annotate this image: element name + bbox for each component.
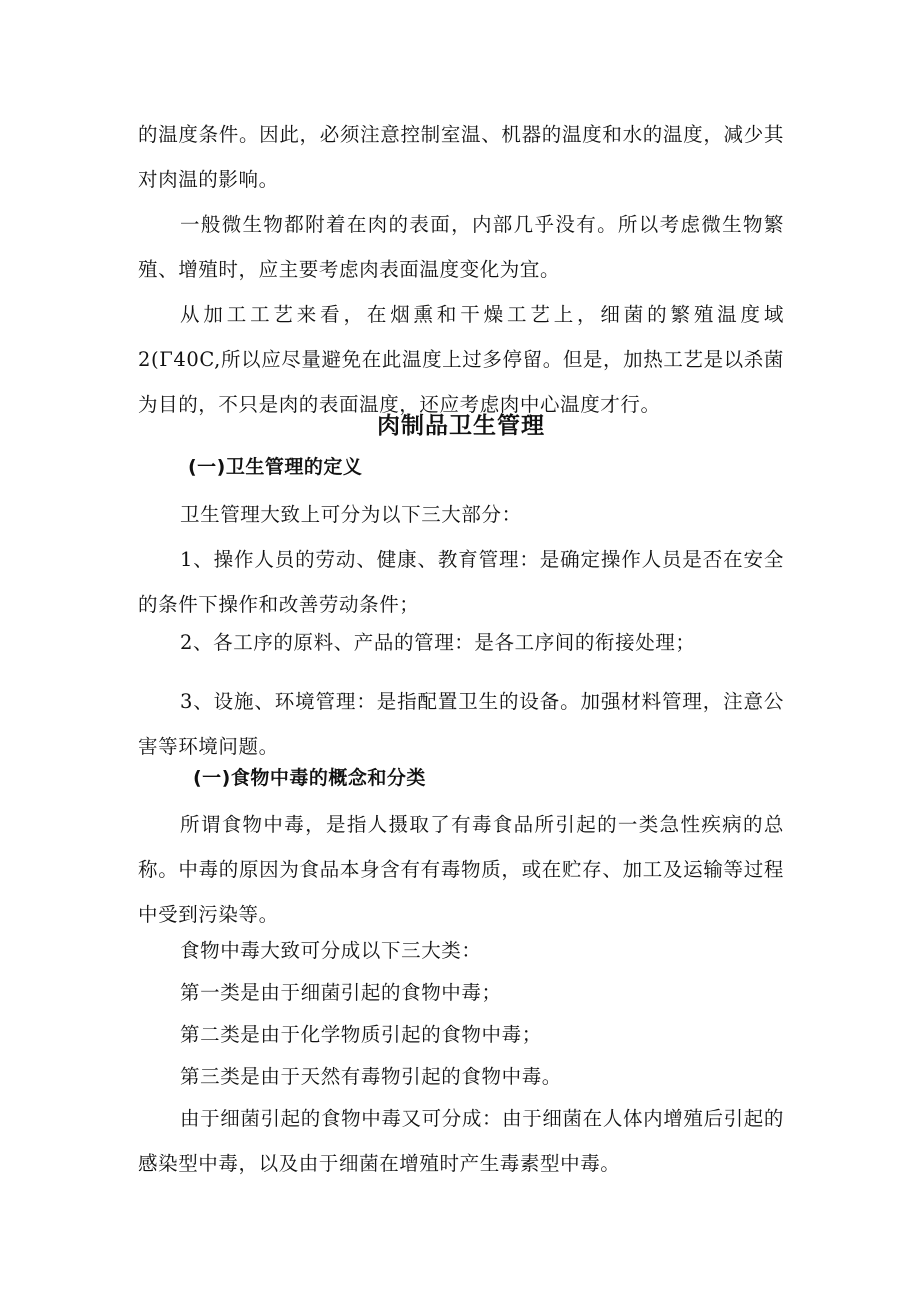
paragraph-microbes-surface: 一般微生物都附着在肉的表面，内部几乎没有。所以考虑微生物繁殖、增殖时，应主要考虑肉表面温度变化为宜。	[138, 213, 784, 281]
list-item-type-3: 第三类是由于天然有毒物引起的食物中毒。	[180, 1065, 562, 1088]
paragraph-hygiene-intro: 卫生管理大致上可分为以下三大部分：	[180, 503, 522, 526]
list-item-type-2: 第二类是由于化学物质引起的食物中毒；	[180, 1023, 542, 1046]
paragraph-temperature-conditions: 的温度条件。因此，必须注意控制室温、机器的温度和水的温度，减少其对肉温的影响。	[138, 123, 784, 191]
list-item-hygiene-3: 3、设施、环境管理：是指配置卫生的设备。加强材料管理，注意公害等环境问题。	[138, 690, 784, 758]
paragraph-food-poisoning-intro: 食物中毒大致可分成以下三大类：	[180, 939, 482, 962]
page-title: 肉制品卫生管理	[377, 413, 545, 439]
list-item-hygiene-2: 2、各工序的原料、产品的管理：是各工序间的衔接处理；	[180, 631, 696, 654]
list-item-hygiene-1: 1、操作人员的劳动、健康、教育管理：是确定操作人员是否在安全的条件下操作和改善劳动条件；	[138, 548, 784, 616]
paragraph-bacterial-poisoning: 由于细菌引起的食物中毒又可分成：由于细菌在人体内增殖后引起的感染型中毒，以及由于细菌在增殖时产生毒素型中毒。	[138, 1107, 784, 1175]
paragraph-processing-technology: 从加工工艺来看，在烟熏和干燥工艺上，细菌的繁殖温度域 2(Γ40C,所以应尽量避免在此温度上过多停留。但是，加热工艺是以杀菌为目的，不只是肉的表面温度，还应考虑肉中心温度才行。	[138, 303, 784, 416]
list-item-type-1: 第一类是由于细菌引起的食物中毒；	[180, 981, 502, 1004]
paragraph-food-poisoning-definition: 所谓食物中毒，是指人摄取了有毒食品所引起的一类急性疾病的总称。中毒的原因为食品本身含有有毒物质，或在贮存、加工及运输等过程中受到污染等。	[138, 813, 784, 926]
section-heading-food-poisoning: (一)食物中毒的概念和分类	[193, 767, 426, 789]
section-heading-hygiene-definition: (一)卫生管理的定义	[188, 456, 363, 478]
